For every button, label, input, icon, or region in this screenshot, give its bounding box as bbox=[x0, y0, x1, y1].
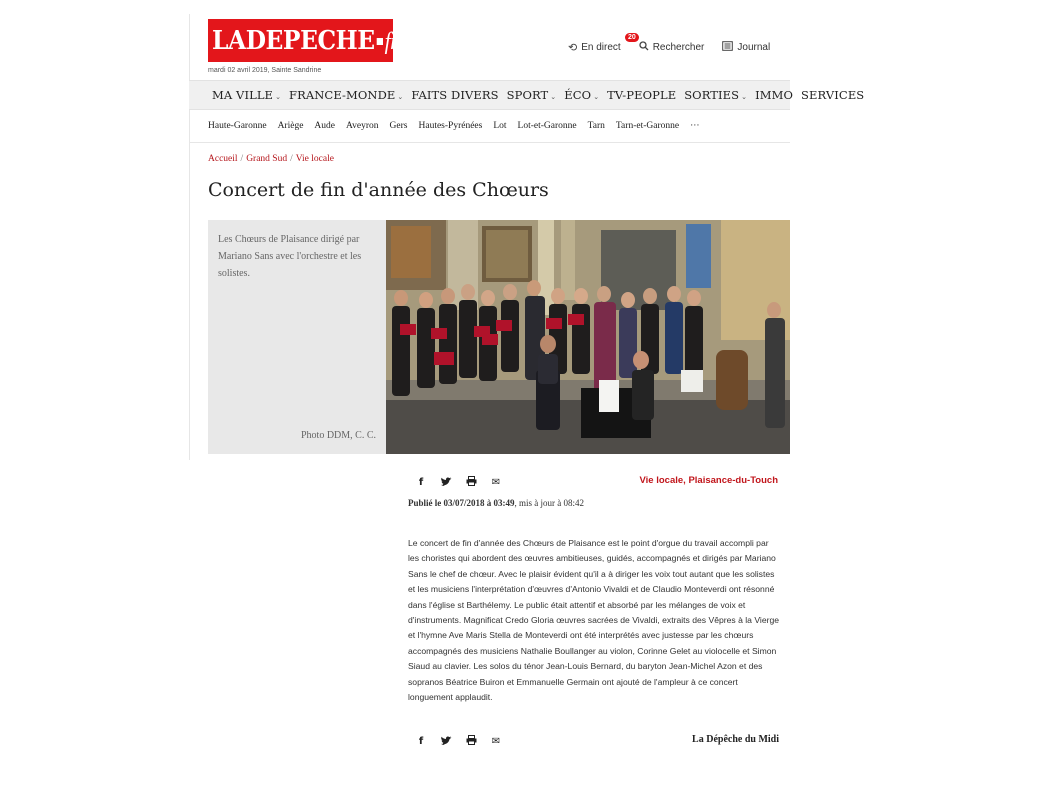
breadcrumb-grand-sud[interactable]: Grand Sud bbox=[246, 154, 288, 164]
photo-caption-box bbox=[208, 220, 386, 454]
article-tags[interactable]: Vie locale, Plaisance-du-Touch bbox=[639, 475, 778, 486]
nav-item-ma-ville[interactable]: MA VILLE ⌄ bbox=[212, 88, 282, 102]
clock-icon: ⟲ bbox=[568, 42, 578, 54]
more-departments-button[interactable]: ··· bbox=[690, 121, 700, 131]
live-count-badge: 20 bbox=[625, 33, 639, 42]
dept-link[interactable]: Lot-et-Garonne bbox=[517, 121, 577, 131]
photo-credit: Photo DDM, C. C. bbox=[300, 430, 376, 441]
divider bbox=[189, 142, 790, 143]
dept-link[interactable]: Ariège bbox=[277, 121, 304, 131]
journal-button[interactable]: Journal bbox=[722, 41, 770, 54]
department-nav bbox=[208, 121, 700, 131]
facebook-icon[interactable]: f bbox=[418, 477, 424, 488]
breadcrumb: Accueil / Grand Sud / Vie locale bbox=[208, 154, 334, 164]
dept-link[interactable]: Lot bbox=[493, 121, 507, 131]
site-logo[interactable] bbox=[208, 19, 399, 62]
search-button[interactable]: Rechercher bbox=[639, 41, 705, 54]
print-icon[interactable] bbox=[465, 476, 477, 489]
nav-item-sport[interactable]: SPORT ⌄ bbox=[506, 88, 557, 102]
share-bar-bottom bbox=[415, 735, 502, 748]
dept-link[interactable]: Aude bbox=[314, 121, 335, 131]
nav-item-services[interactable]: SERVICES bbox=[801, 88, 865, 102]
facebook-icon[interactable]: f bbox=[418, 736, 424, 747]
dept-link[interactable]: Tarn bbox=[587, 121, 605, 131]
breadcrumb-vie-locale[interactable]: Vie locale bbox=[295, 154, 334, 164]
photo-caption: Les Chœurs de Plaisance dirigé par Mariano Sans avec l'orchestre et les solistes. bbox=[218, 234, 362, 279]
nav-item-immo[interactable]: IMMO bbox=[755, 88, 794, 102]
dept-link[interactable]: Hautes-Pyrénées bbox=[418, 121, 483, 131]
chevron-down-icon: ⌄ bbox=[275, 93, 282, 101]
dept-link[interactable]: Tarn-et-Garonne bbox=[615, 121, 680, 131]
live-button[interactable]: ⟲ En direct 20 bbox=[568, 41, 621, 54]
concert-photo-illustration bbox=[386, 220, 790, 454]
article-photo[interactable] bbox=[386, 220, 790, 454]
date-line: mardi 02 avril 2019, Sainte Sandrine bbox=[208, 67, 322, 74]
nav-item-faits-divers[interactable]: FAITS DIVERS bbox=[411, 88, 499, 102]
search-icon bbox=[639, 41, 649, 54]
dept-link[interactable]: Aveyron bbox=[346, 121, 379, 131]
dept-link[interactable]: Gers bbox=[389, 121, 408, 131]
nav-item-eco[interactable]: ÉCO ⌄ bbox=[564, 88, 600, 102]
article-body: Le concert de fin d'année des Chœurs de Plaisance est le point d'orgue du travail accompli par les choristes qui abordent des œuvres ambitieuses, guidés, accompagnés et dirigés par Mariano Sans le chef de chœur. Avec le plaisir évident qu'il a à diriger les voix tout autant que les solistes et les musiciens l'interprétation d'œuvres d'Antonio Vivaldi et de Claudio Monteverdi ont résonné dans l'église st Barthélemy. Le public était attentif et absorbé par les mélanges de voix et d'instruments. Magnificat Credo Gloria œuvres sacrées de Vivaldi, extraits des Vêpres à la Vierge et l'hymne Ave Maris Stella de Monteverdi ont été interprétés avec justesse par les chœurs accompagnés des musiciens Nathalie Boullanger au violon, Corinne Gelet au violocelle et Simon Siaud au clavier. Les solos du ténor Jean-Louis Bernard, du baryton Jean-Michel Azon et des sopranos Béatrice Buiron et Emmanuelle Germain ont ajouté de l'ampleur à ce concert longuement applaudit. bbox=[408, 538, 780, 703]
nav-item-tv-people[interactable]: TV-PEOPLE bbox=[607, 88, 677, 102]
twitter-icon[interactable] bbox=[440, 736, 452, 748]
email-icon[interactable]: ✉ bbox=[491, 477, 501, 488]
top-actions bbox=[568, 34, 771, 54]
dept-link[interactable]: Haute-Garonne bbox=[208, 121, 267, 131]
publish-info: Publié le 03/07/2018 à 03:49, mis à jour à 08:42 bbox=[408, 498, 584, 508]
chevron-down-icon: ⌄ bbox=[593, 93, 600, 101]
breadcrumb-home[interactable]: Accueil bbox=[208, 154, 238, 164]
email-icon[interactable]: ✉ bbox=[491, 736, 501, 747]
twitter-icon[interactable] bbox=[440, 477, 452, 489]
chevron-down-icon: ⌄ bbox=[397, 93, 404, 101]
newspaper-icon bbox=[722, 41, 733, 54]
nav-item-sorties[interactable]: SORTIES ⌄ bbox=[684, 88, 748, 102]
chevron-down-icon: ⌄ bbox=[550, 93, 557, 101]
share-bar-top bbox=[415, 476, 502, 489]
print-icon[interactable] bbox=[465, 735, 477, 748]
article-signature: La Dépêche du Midi bbox=[692, 734, 779, 745]
chevron-down-icon: ⌄ bbox=[741, 93, 748, 101]
main-nav bbox=[189, 80, 865, 110]
nav-item-france-monde[interactable]: FRANCE-MONDE ⌄ bbox=[289, 88, 404, 102]
page-title: Concert de fin d'année des Chœurs bbox=[208, 179, 549, 201]
logo-text: LADEPECHE fr bbox=[212, 25, 399, 56]
